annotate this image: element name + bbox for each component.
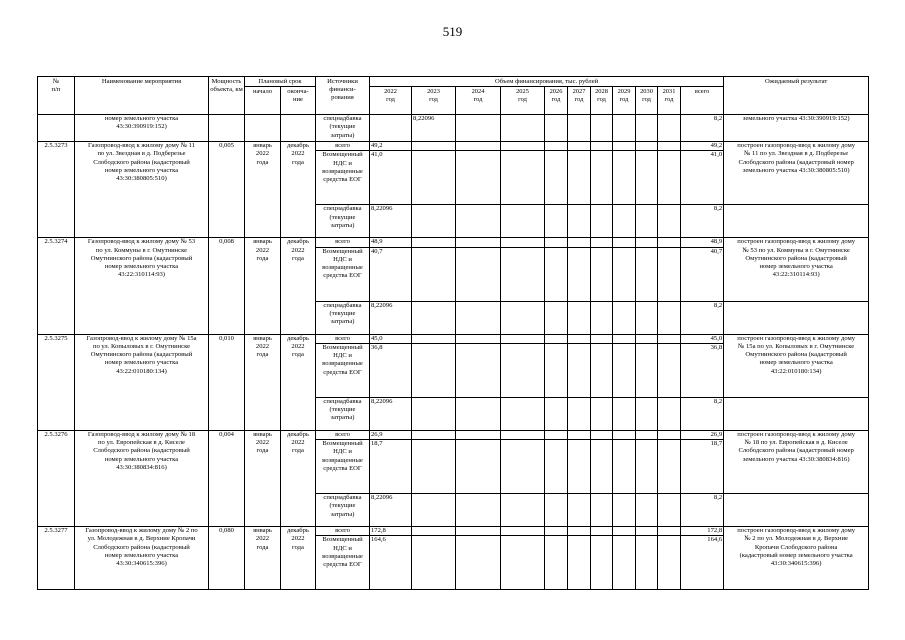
cell-2022: 45,0 — [370, 334, 412, 343]
cell-2023 — [412, 527, 456, 536]
cell-2022: 8,22096 — [370, 494, 412, 527]
cell-end — [281, 238, 316, 334]
cell-result-empty — [724, 397, 869, 430]
cell-source — [316, 430, 370, 439]
cell-2025 — [501, 527, 545, 536]
cell-2028 — [591, 301, 613, 334]
cell-2022: 40,7 — [370, 247, 412, 301]
cell-2027 — [568, 115, 591, 142]
cell-source — [316, 494, 370, 527]
cell-name — [75, 142, 209, 238]
cell-2029 — [613, 536, 636, 590]
cell-2029 — [613, 115, 636, 142]
cell-capacity — [209, 115, 245, 142]
cell-2022: 8,22096 — [370, 301, 412, 334]
cell-2025 — [501, 334, 545, 343]
cell-start-text: январь 2022 года — [253, 238, 272, 262]
header-year-2022-text: 2022 год — [384, 88, 397, 104]
header-year-2029 — [613, 87, 636, 115]
cell-2027 — [568, 343, 591, 397]
cell-result — [724, 430, 869, 493]
header-year-2024-text: 2024 год — [471, 88, 485, 104]
cell-start-text: январь 2022 года — [253, 430, 272, 455]
cell-2028 — [591, 151, 613, 205]
cell-2025 — [501, 142, 545, 151]
cell-result-empty — [724, 494, 869, 527]
cell-2026 — [545, 440, 568, 494]
cell-name — [75, 527, 209, 590]
cell-source — [316, 151, 370, 205]
cell-capacity: 0,080 — [209, 527, 245, 590]
cell-source-text: Возмещенный НДС и возвращенные средства ЕОГ — [322, 440, 363, 472]
cell-2025 — [501, 115, 545, 142]
cell-2024 — [456, 430, 501, 439]
cell-2022: 164,6 — [370, 536, 412, 590]
cell-2023 — [412, 238, 456, 247]
header-year-2025-text: 2025 год — [516, 88, 529, 104]
cell-name-text: Газопровод-ввод к жилому дому № 53 по ул. Коммуны в г. Омутнинске Омутнинского района (кадастровый номер земельного участка 43:22:310114:93) — [87, 238, 196, 279]
header-year-2027 — [568, 87, 591, 115]
header-year-2028-text: 2028 год — [595, 88, 608, 104]
cell-source — [316, 115, 370, 142]
cell-2026 — [545, 397, 568, 430]
cell-source — [316, 527, 370, 536]
cell-2028 — [591, 115, 613, 142]
header-year-2028 — [591, 87, 613, 115]
cell-end-text: декабрь 2022 года — [287, 527, 309, 551]
cell-name — [75, 334, 209, 430]
cell-source — [316, 397, 370, 430]
cell-source-text: всего — [335, 430, 350, 438]
header-end — [281, 87, 316, 115]
cell-name — [75, 115, 209, 142]
cell-2029 — [613, 151, 636, 205]
header-name: Наименование мероприятия — [75, 77, 209, 115]
cell-source-text: всего — [335, 238, 350, 246]
header-result: Ожидаемый результат — [724, 77, 869, 115]
cell-2024 — [456, 343, 501, 397]
cell-2028 — [591, 343, 613, 397]
cell-2027 — [568, 440, 591, 494]
cell-result-text: построен газопровод-ввод к жилому дому № 11 по ул. Звездная в д. Подберезье Слободского района (кадастровый номер земельного участка 43:30:380805:510) — [737, 142, 856, 174]
cell-2030 — [636, 238, 658, 247]
cell-2031 — [658, 397, 681, 430]
cell-num: 2.5.3276 — [38, 430, 75, 526]
cell-2022: 172,8 — [370, 527, 412, 536]
cell-2025 — [501, 440, 545, 494]
cell-2026 — [545, 343, 568, 397]
cell-source — [316, 142, 370, 151]
cell-name-text: номер земельного участка 43:30:390919:152) — [104, 115, 179, 131]
header-year-2025 — [501, 87, 545, 115]
table-row — [38, 142, 869, 151]
cell-2027 — [568, 536, 591, 590]
cell-total: 49,2 — [681, 142, 724, 151]
cell-2030 — [636, 494, 658, 527]
cell-source — [316, 247, 370, 301]
cell-2031 — [658, 301, 681, 334]
cell-2026 — [545, 536, 568, 590]
cell-2024 — [456, 205, 501, 238]
cell-2027 — [568, 494, 591, 527]
header-sources-text: Источники финанси- рования — [327, 78, 358, 102]
cell-2031 — [658, 536, 681, 590]
cell-2028 — [591, 142, 613, 151]
cell-start — [245, 115, 281, 142]
cell-2025 — [501, 343, 545, 397]
cell-source — [316, 536, 370, 590]
cell-result-empty — [724, 205, 869, 238]
cell-2026 — [545, 238, 568, 247]
cell-source — [316, 301, 370, 334]
cell-2029 — [613, 247, 636, 301]
cell-source-text: Возмещенный НДС и возвращенные средства ЕОГ — [322, 343, 363, 376]
cell-2031 — [658, 205, 681, 238]
cell-total: 8,2 — [681, 397, 724, 430]
cell-name-text: Газопровод-ввод к жилому дому № 15а по ул. Копыловых в г. Омутнинске Омутнинского района (кадастровый номер земельного участка 43:22:010180:134) — [86, 334, 197, 375]
header-year-2024 — [456, 87, 501, 115]
cell-capacity: 0,005 — [209, 142, 245, 238]
cell-2030 — [636, 301, 658, 334]
cell-2023 — [412, 142, 456, 151]
cell-2031 — [658, 238, 681, 247]
header-capacity: Мощность объекта, км — [209, 77, 245, 115]
cell-result-text: построен газопровод-ввод к жилому дому № 18 по ул. Европейская в д. Киселе Слободского района (кадастровый номер земельного участка 43:30:380834:816) — [737, 430, 856, 463]
cell-2031 — [658, 494, 681, 527]
cell-total: 8,2 — [681, 301, 724, 334]
cell-2030 — [636, 151, 658, 205]
cell-2023 — [412, 247, 456, 301]
cell-2030 — [636, 536, 658, 590]
cell-name-text: Газопровод-ввод к жилому дому № 11 по ул. Звездная в д. Подберезье Слободского района (кадастровый номер земельного участка 43:30:380805:510) — [87, 142, 196, 183]
cell-2026 — [545, 205, 568, 238]
cell-end — [281, 430, 316, 526]
cell-end — [281, 115, 316, 142]
cell-2031 — [658, 527, 681, 536]
cell-2028 — [591, 238, 613, 247]
cell-num: 2.5.3274 — [38, 238, 75, 334]
cell-start — [245, 334, 281, 430]
cell-2029 — [613, 397, 636, 430]
cell-2028 — [591, 205, 613, 238]
cell-2024 — [456, 536, 501, 590]
cell-2026 — [545, 494, 568, 527]
header-year-2030-text: 2030 год — [640, 88, 653, 104]
cell-end — [281, 334, 316, 430]
header-year-2023-text: 2023 год — [427, 88, 440, 104]
cell-2030 — [636, 440, 658, 494]
cell-2025 — [501, 536, 545, 590]
cell-2031 — [658, 151, 681, 205]
cell-end-text: декабрь 2022 года — [287, 142, 309, 166]
cell-2025 — [501, 205, 545, 238]
cell-total: 8,2 — [681, 494, 724, 527]
cell-total: 8,2 — [681, 205, 724, 238]
cell-2022: 26,9 — [370, 430, 412, 439]
cell-2024 — [456, 440, 501, 494]
cell-2027 — [568, 527, 591, 536]
cell-2024 — [456, 301, 501, 334]
cell-2028 — [591, 430, 613, 439]
cell-2030 — [636, 430, 658, 439]
cell-result — [724, 142, 869, 205]
cell-2029 — [613, 527, 636, 536]
cell-2027 — [568, 430, 591, 439]
cell-num: 2.5.3275 — [38, 334, 75, 430]
cell-source-text: спецнадбавка (текущие затраты) — [323, 115, 362, 139]
cell-2027 — [568, 247, 591, 301]
cell-name — [75, 430, 209, 526]
cell-source — [316, 440, 370, 494]
cell-end-text: декабрь 2022 года — [287, 430, 309, 455]
cell-2031 — [658, 430, 681, 439]
cell-source-text: Возмещенный НДС и возвращенные средства ЕОГ — [322, 247, 363, 280]
cell-2023 — [412, 440, 456, 494]
cell-end-text: декабрь 2022 года — [287, 238, 309, 262]
cell-2028 — [591, 397, 613, 430]
cell-2029 — [613, 205, 636, 238]
cell-2022: 48,9 — [370, 238, 412, 247]
cell-start — [245, 527, 281, 590]
cell-total: 40,7 — [681, 247, 724, 301]
cell-result-empty — [724, 301, 869, 334]
cell-source-text: всего — [335, 142, 350, 150]
header-year-2031 — [658, 87, 681, 115]
cell-start — [245, 142, 281, 238]
cell-2028 — [591, 334, 613, 343]
cell-2023 — [412, 494, 456, 527]
table-row-continuation — [38, 115, 869, 142]
cell-2025 — [501, 247, 545, 301]
cell-capacity: 0,010 — [209, 334, 245, 430]
cell-2026 — [545, 151, 568, 205]
cell-2026 — [545, 247, 568, 301]
cell-total: 164,6 — [681, 536, 724, 590]
header-year-2029-text: 2029 год — [617, 88, 631, 104]
cell-2031 — [658, 142, 681, 151]
header-financing: Объем финансирования, тыс. рублей — [370, 77, 724, 87]
table-row — [38, 334, 869, 343]
cell-2029 — [613, 142, 636, 151]
header-num-text: № п/п — [51, 78, 61, 94]
cell-2027 — [568, 151, 591, 205]
cell-2030 — [636, 334, 658, 343]
cell-2030 — [636, 115, 658, 142]
cell-2022 — [370, 115, 412, 142]
table-row — [38, 430, 869, 439]
cell-start-text: январь 2022 года — [253, 334, 272, 359]
cell-2029 — [613, 238, 636, 247]
cell-2027 — [568, 397, 591, 430]
cell-result-text: построен газопровод-ввод к жилому дому № 15а по ул. Копыловых в г. Омутнинске Омутнинского района (кадастровый номер земельного участка 43:22:010180:134) — [737, 334, 856, 375]
header-num — [38, 77, 75, 115]
cell-2031 — [658, 115, 681, 142]
cell-2023 — [412, 334, 456, 343]
cell-2023 — [412, 151, 456, 205]
header-year-2027-text: 2027 год — [572, 88, 586, 104]
cell-num: 2.5.3273 — [38, 142, 75, 238]
cell-2029 — [613, 494, 636, 527]
cell-total: 48,9 — [681, 238, 724, 247]
cell-2030 — [636, 397, 658, 430]
cell-2028 — [591, 247, 613, 301]
cell-start-text: январь 2022 года — [253, 142, 272, 166]
header-total: всего — [681, 87, 724, 115]
cell-2022: 41,0 — [370, 151, 412, 205]
financing-table — [37, 76, 869, 590]
cell-source — [316, 205, 370, 238]
header-start: начало — [245, 87, 281, 115]
cell-start — [245, 238, 281, 334]
cell-2029 — [613, 440, 636, 494]
cell-2024 — [456, 151, 501, 205]
cell-2030 — [636, 247, 658, 301]
cell-2027 — [568, 334, 591, 343]
cell-source-text: Возмещенный НДС и возвращенные средства ЕОГ — [322, 151, 363, 184]
cell-2026 — [545, 334, 568, 343]
cell-2022: 8,22096 — [370, 397, 412, 430]
cell-2029 — [613, 301, 636, 334]
header-sources — [316, 77, 370, 115]
cell-2026 — [545, 301, 568, 334]
cell-total: 172,8 — [681, 527, 724, 536]
cell-2028 — [591, 494, 613, 527]
cell-start-text: январь 2022 года — [253, 527, 272, 551]
cell-2029 — [613, 334, 636, 343]
cell-2023 — [412, 430, 456, 439]
page-number: 519 — [442, 24, 463, 39]
cell-source-text: спецнадбавка (текущие затраты) — [323, 494, 362, 518]
cell-2024 — [456, 334, 501, 343]
cell-name-text: Газопровод-ввод к жилому дому № 18 по ул. Европейская в д. Киселе Слободского района (кадастровый номер земельного участка 43:30:380834:816) — [87, 430, 196, 471]
cell-2026 — [545, 142, 568, 151]
cell-result-text: построен газопровод-ввод к жилому дому № 2 по ул. Молодежная в д. Верхние Кропачи Слободского района (кадастровый номер земельного участка 43:30:340615:396) — [737, 527, 856, 568]
cell-source-text: всего — [335, 334, 350, 342]
cell-2025 — [501, 151, 545, 205]
table-row — [38, 238, 869, 247]
cell-2023 — [412, 536, 456, 590]
cell-total: 8,2 — [681, 115, 724, 142]
cell-2031 — [658, 440, 681, 494]
cell-2028 — [591, 536, 613, 590]
cell-total: 26,9 — [681, 430, 724, 439]
cell-2029 — [613, 343, 636, 397]
header-year-2023 — [412, 87, 456, 115]
cell-2027 — [568, 301, 591, 334]
cell-2028 — [591, 440, 613, 494]
cell-name-text: Газопровод-ввод к жилому дому № 2 по ул. Молодежная в д. Верхние Кропачи Слободского района (кадастровый номер земельного участка 43:30:340615:396) — [85, 527, 198, 568]
cell-total: 41,0 — [681, 151, 724, 205]
cell-2024 — [456, 238, 501, 247]
cell-2030 — [636, 142, 658, 151]
cell-total: 45,0 — [681, 334, 724, 343]
cell-start — [245, 430, 281, 526]
cell-2022: 8,22096 — [370, 205, 412, 238]
cell-2031 — [658, 334, 681, 343]
cell-2027 — [568, 142, 591, 151]
cell-2024 — [456, 494, 501, 527]
cell-end — [281, 527, 316, 590]
cell-name — [75, 238, 209, 334]
cell-2023 — [412, 205, 456, 238]
header-plan-term: Плановый срок — [245, 77, 316, 87]
header-year-2031-text: 2031 год — [662, 88, 676, 104]
cell-2026 — [545, 527, 568, 536]
cell-2025 — [501, 430, 545, 439]
cell-2031 — [658, 343, 681, 397]
cell-2024 — [456, 115, 501, 142]
cell-2023 — [412, 343, 456, 397]
cell-num — [38, 115, 75, 142]
cell-end-text: декабрь 2022 года — [287, 334, 309, 359]
cell-2025 — [501, 238, 545, 247]
cell-2023 — [412, 397, 456, 430]
cell-source — [316, 334, 370, 343]
cell-2024 — [456, 527, 501, 536]
cell-2022: 49,2 — [370, 142, 412, 151]
cell-result: земельного участка 43:30:390919:152) — [724, 115, 869, 142]
cell-capacity: 0,008 — [209, 238, 245, 334]
header-year-2022 — [370, 87, 412, 115]
cell-num: 2.5.3277 — [38, 527, 75, 590]
cell-2025 — [501, 397, 545, 430]
cell-2030 — [636, 205, 658, 238]
cell-result-text: построен газопровод-ввод к жилому дому № 53 по ул. Коммуны в г. Омутнинске Омутнинского района (кадастровый номер земельного участка 43:22:310114:93) — [737, 238, 856, 279]
cell-2023: 8,22096 — [412, 115, 456, 142]
cell-result — [724, 527, 869, 590]
cell-2026 — [545, 115, 568, 142]
cell-2030 — [636, 343, 658, 397]
cell-2024 — [456, 247, 501, 301]
cell-2025 — [501, 494, 545, 527]
cell-end — [281, 142, 316, 238]
table-row — [38, 527, 869, 536]
cell-result — [724, 334, 869, 397]
cell-2023 — [412, 301, 456, 334]
header-end-text: оконча- ние — [287, 88, 309, 104]
cell-source-text: Возмещенный НДС и возвращенные средства ЕОГ — [322, 536, 363, 569]
cell-2022: 36,8 — [370, 343, 412, 397]
cell-2024 — [456, 397, 501, 430]
cell-2026 — [545, 430, 568, 439]
cell-2027 — [568, 205, 591, 238]
cell-source — [316, 238, 370, 247]
cell-2029 — [613, 430, 636, 439]
cell-2027 — [568, 238, 591, 247]
cell-2025 — [501, 301, 545, 334]
cell-capacity: 0,004 — [209, 430, 245, 526]
cell-2024 — [456, 142, 501, 151]
cell-2028 — [591, 527, 613, 536]
cell-2030 — [636, 527, 658, 536]
cell-result — [724, 238, 869, 301]
header-year-2026-text: 2026 год — [549, 88, 563, 104]
cell-source-text: всего — [335, 527, 350, 535]
cell-total: 36,8 — [681, 343, 724, 397]
cell-source-text: спецнадбавка (текущие затраты) — [323, 205, 362, 229]
cell-source-text: спецнадбавка (текущие затраты) — [323, 301, 362, 326]
cell-source-text: спецнадбавка (текущие затраты) — [323, 397, 362, 422]
cell-2022: 18,7 — [370, 440, 412, 494]
cell-total: 18,7 — [681, 440, 724, 494]
header-year-2026 — [545, 87, 568, 115]
header-year-2030 — [636, 87, 658, 115]
cell-source — [316, 343, 370, 397]
cell-2031 — [658, 247, 681, 301]
